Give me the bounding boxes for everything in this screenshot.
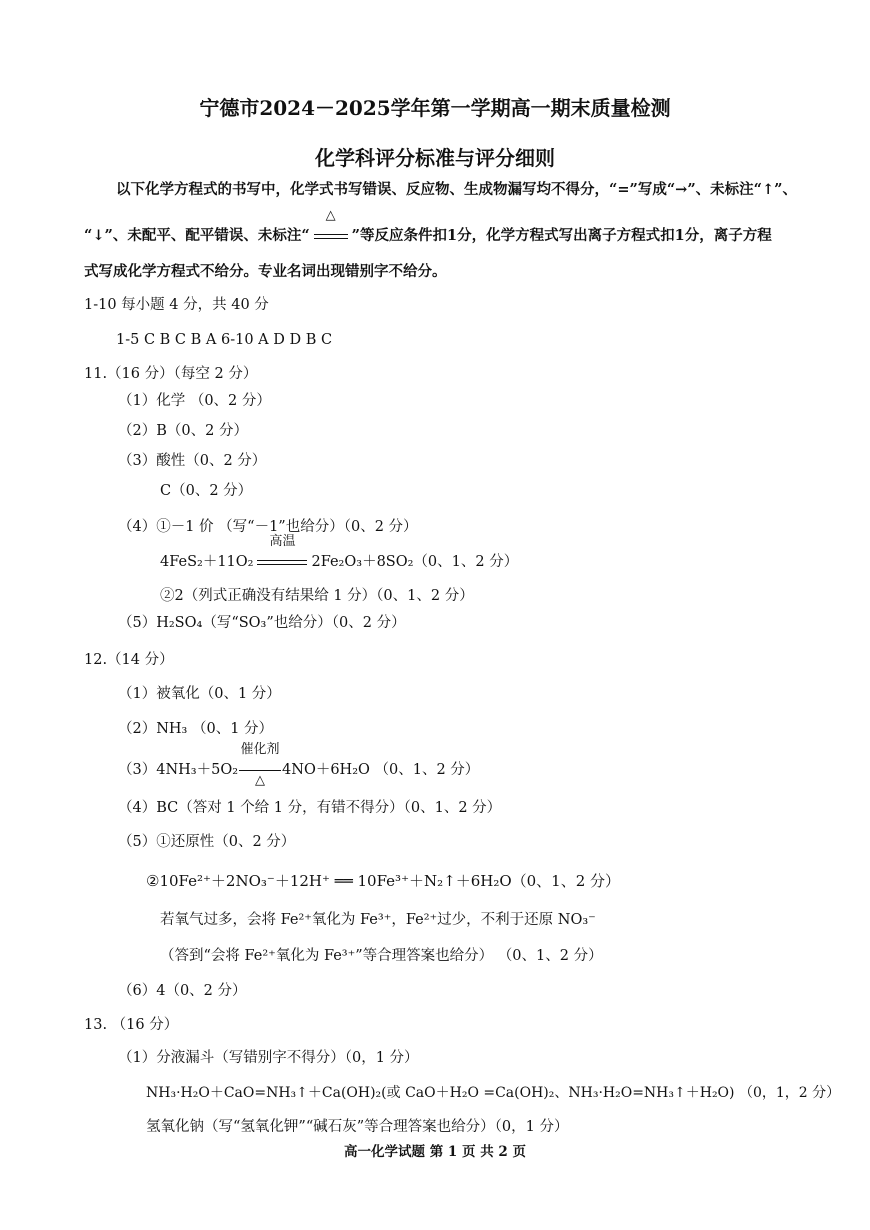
- intro-line-2: [84, 208, 772, 246]
- q11-answer-5: （5）H₂SO₄（写“SO₃”也给分）（0、2 分）: [118, 615, 406, 631]
- q12-ionic-equation: ②10Fe²⁺＋2NO₃⁻＋12H⁺ ══ 10Fe³⁺＋N₂↑＋6H₂O（0、1、2 分）: [146, 872, 621, 890]
- high-temp-condition: [257, 534, 307, 572]
- q12-answer-1: （1）被氧化（0、1 分）: [118, 686, 281, 702]
- mc-header: 1-10 每小题 4 分，共 40 分: [84, 297, 269, 313]
- intro-line-2b: ”等反应条件扣1分，化学方程式写出离子方程式扣1分，离子方程: [351, 227, 772, 244]
- q11-eq-right: 2Fe₂O₃＋8SO₂（0、1、2 分）: [311, 554, 519, 570]
- q12-answer-6: （6）4（0、2 分）: [118, 983, 247, 999]
- document-subtitle: 化学科评分标准与评分细则: [315, 146, 555, 170]
- catalyst-label: 催化剂: [240, 742, 280, 757]
- q11-header: 11.（16 分）（每空 2 分）: [84, 366, 258, 382]
- heating-condition-sign: [314, 208, 348, 246]
- heating-triangle: △: [325, 208, 336, 223]
- q12-eq-left: （3）4NH₃＋5O₂: [118, 762, 239, 778]
- q12-header: 12.（14 分）: [84, 652, 174, 668]
- document-title: 宁德市2024－2025学年第一学期高一期末质量检测: [199, 96, 671, 120]
- q12-answer-5d: （答到“会将 Fe²⁺氧化为 Fe³⁺”等合理答案也给分） （0、1、2 分）: [160, 948, 603, 964]
- q12-answer-2: （2）NH₃ （0、1 分）: [118, 721, 274, 737]
- intro-line-2a: “↓”、未配平、配平错误、未标注“: [84, 227, 310, 244]
- q11-answer-4b: ②2（列式正确没有结果给 1 分）（0、1、2 分）: [160, 588, 474, 604]
- intro-line-3: 式写成化学方程式不给分。专业名词出现错别字不给分。: [84, 263, 447, 280]
- q11-eq-left: 4FeS₂＋11O₂: [160, 554, 254, 570]
- q13-answer-1c: 氢氧化钠（写“氢氧化钾”“碱石灰”等合理答案也给分）（0，1 分）: [146, 1119, 569, 1135]
- q11-answer-4: （4）①－1 价 （写“－1”也给分）（0、2 分）: [118, 519, 418, 535]
- q12-eq-right: 4NO＋6H₂O （0、1、2 分）: [282, 762, 480, 778]
- high-temp-label: 高温: [269, 534, 296, 549]
- page-footer: 高一化学试题 第 1 页 共 2 页: [344, 1144, 526, 1160]
- q11-answer-1: （1）化学 （0、2 分）: [118, 393, 271, 409]
- q12-answer-5: （5）①还原性（0、2 分）: [118, 834, 296, 850]
- q11-answer-3: （3）酸性（0、2 分）: [118, 453, 267, 469]
- q12-answer-4: （4）BC（答对 1 个给 1 分，有错不得分）（0、1、2 分）: [118, 800, 502, 816]
- q12-answer-5c: 若氧气过多，会将 Fe²⁺氧化为 Fe³⁺，Fe²⁺过少，不利于还原 NO₃⁻: [160, 912, 596, 928]
- q11-answer-2: （2）B（0、2 分）: [118, 423, 248, 439]
- catalyst-condition: [239, 742, 281, 788]
- q13-answer-1b: NH₃·H₂O＋CaO=NH₃↑＋Ca(OH)₂(或 CaO＋H₂O =Ca(OH)₂、NH₃·H₂O=NH₃↑＋H₂O) （0，1，2 分）: [146, 1085, 841, 1101]
- heating-triangle-2: △: [255, 773, 266, 788]
- q11-answer-3b: C（0、2 分）: [160, 483, 253, 499]
- q11-equation: [160, 534, 519, 572]
- intro-line-1: 以下化学方程式的书写中，化学式书写错误、反应物、生成物漏写均不得分，“=”写成“→”、未标注“↑”、: [116, 181, 797, 198]
- q12-answer-3: [118, 742, 480, 788]
- mc-answers: 1-5 C B C B A 6-10 A D D B C: [116, 332, 333, 348]
- q13-answer-1: （1）分液漏斗（写错别字不得分）（0，1 分）: [118, 1050, 419, 1066]
- q13-header: 13. （16 分）: [84, 1017, 179, 1033]
